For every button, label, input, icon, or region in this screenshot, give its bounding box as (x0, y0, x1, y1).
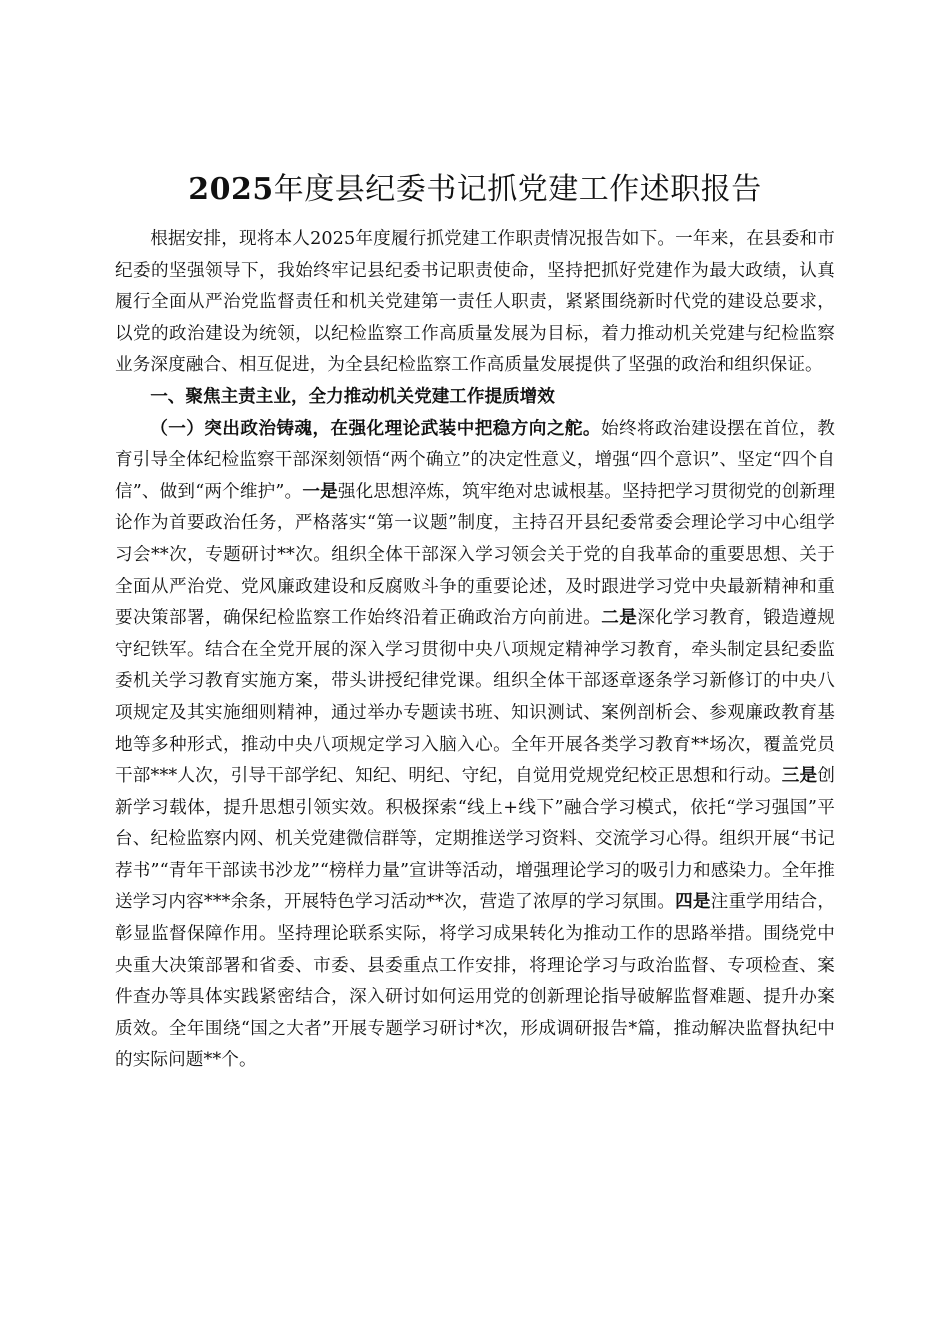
document-page (115, 168, 835, 1077)
title-year: 2025 (188, 172, 274, 207)
point-text-2: 深化学习教育，锻造遵规守纪铁军。结合在全党开展的深入学习贯彻中央八项规定精神学习教育，牵头制定县纪委监委机关学习教育实施方案，带头讲授纪律党课。组织全体干部逐章逐条学习新修订的中央八项规定及其实施细则精神，通过举办专题读书班、知识测试、案例剖析会、参观廉政教育基地等多种形式，推动中央八项规定学习入脑入心。全年开展各类学习教育**场次，覆盖党员干部***人次，引导干部学纪、知纪、明纪、守纪，自觉用党规党纪校正思想和行动。 (115, 608, 836, 787)
point-label-1: 一是 (302, 481, 338, 502)
section-heading: 一、聚焦主责主业，全力推动机关党建工作提质增效 (150, 386, 555, 407)
point-label-2: 二是 (601, 608, 638, 629)
body-paragraph (115, 414, 835, 1077)
subsection-lead: 始终将政治建设摆在首位，教育引导全体纪检监察干部深刻领悟“两个确立”的决定性意义，增强“四个意识”、坚定“四个自信”、做到“两个维护”。 (115, 418, 835, 502)
document-title (115, 168, 835, 212)
point-text-4: 注重学用结合，彰显监督保障作用。坚持理论联系实际，将学习成果转化为推动工作的思路举措。围绕党中央重大决策部署和省委、市委、县委重点工作安排，将理论学习与政治监督、专项检查、案件查办等具体实践紧密结合，深入研讨如何运用党的创新理论指导破解监督难题、提升办案质效。全年围绕“国之大者”开展专题学习研讨*次，形成调研报告*篇，推动解决监督执纪中的实际问题**个。 (115, 892, 836, 1071)
point-label-4: 四是 (675, 892, 711, 913)
point-text-3: 创新学习载体，提升思想引领实效。积极探索“线上+线下”融合学习模式，依托“学习强国”平台、纪检监察内网、机关党建微信群等，定期推送学习资料、交流学习心得。组织开展“书记荐书”“青年干部读书沙龙”“榜样力量”宣讲等活动，增强理论学习的吸引力和感染力。全年推送学习内容***余条，开展特色学习活动**次，营造了浓厚的学习氛围。 (115, 766, 836, 913)
point-text-1: 强化思想淬炼，筑牢绝对忠诚根基。坚持把学习贯彻党的创新理论作为首要政治任务，严格落实“第一议题”制度，主持召开县纪委常委会理论学习中心组学习会**次，专题研讨**次。组织全体干部深入学习领会关于党的自我革命的重要思想、关于全面从严治党、党风廉政建设和反腐败斗争的重要论述，及时跟进学习党中央最新精神和重要决策部署，确保纪检监察工作始终沿着正确政治方向前进。 (115, 481, 836, 629)
intro-paragraph: 根据安排，现将本人2025年度履行抓党建工作职责情况报告如下。一年来，在县委和市纪委的坚强领导下，我始终牢记县纪委书记职责使命，坚持把抓好党建作为最大政绩，认真履行全面从严治党监督责任和机关党建第一责任人职责，紧紧围绕新时代党的建设总要求，以党的政治建设为统领，以纪检监察工作高质量发展为目标，着力推动机关党建与纪检监察业务深度融合、相互促进，为全县纪检监察工作高质量发展提供了坚强的政治和组织保证。 (115, 229, 835, 376)
title-text: 年度县纪委书记抓党建工作述职报告 (273, 172, 762, 207)
point-label-3: 三是 (781, 766, 818, 787)
subsection-heading: （一）突出政治铸魂，在强化理论武装中把稳方向之舵。 (150, 418, 601, 439)
